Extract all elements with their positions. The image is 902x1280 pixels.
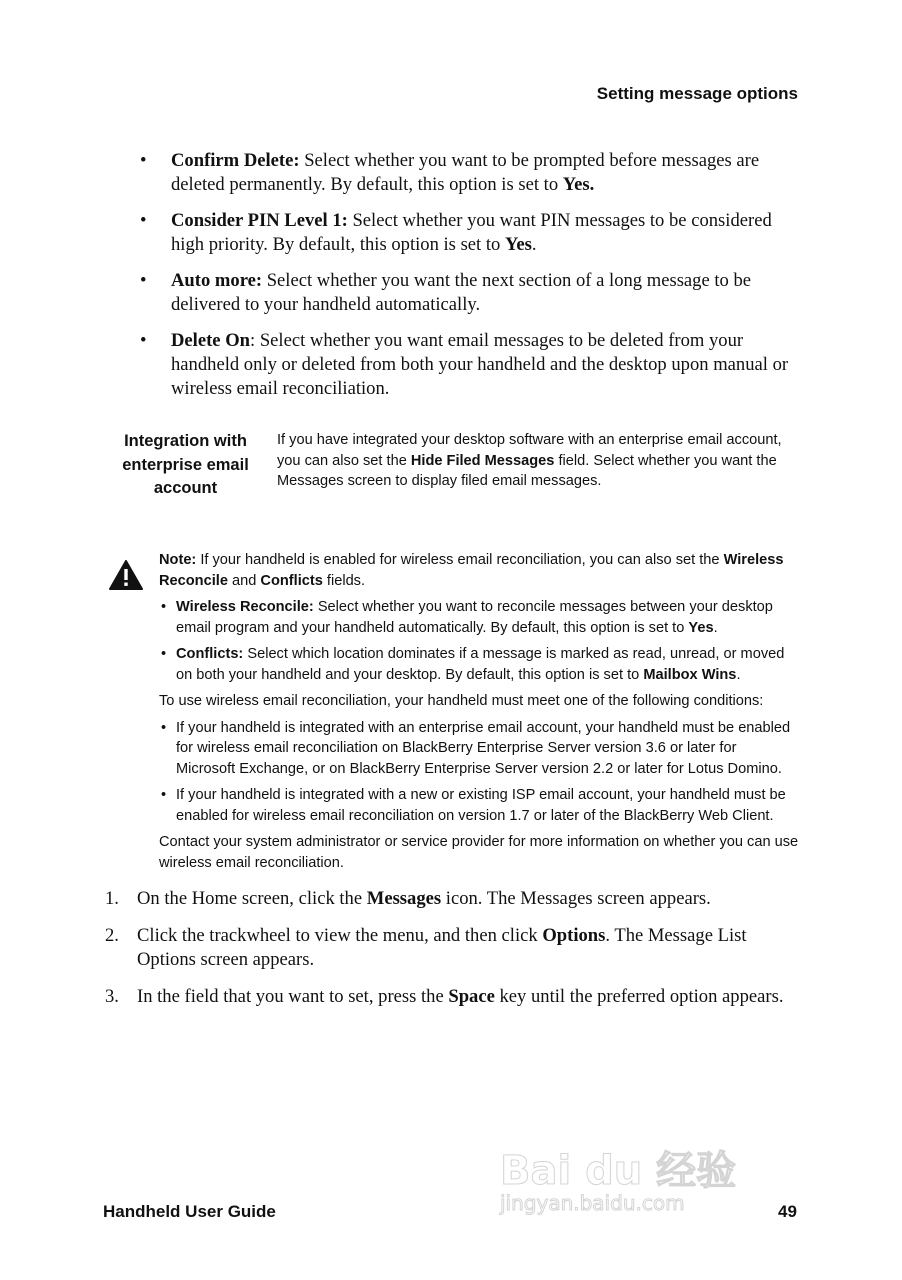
sidebar-text <box>277 430 807 492</box>
tail: . <box>736 666 741 683</box>
desc: : Select whether you want email messages to be deleted from your handheld only or deleted from both your handheld and the desktop upon manual or wireless email reconciliation. <box>171 330 789 399</box>
ui-term: Messages <box>366 888 442 909</box>
condition-bullet <box>159 785 799 826</box>
step-number: 1. <box>105 888 119 909</box>
term: Auto more: <box>171 270 263 291</box>
bullet-dot: • <box>140 150 147 171</box>
text: In the field that you want to set, press the <box>137 986 449 1007</box>
bullet-dot: • <box>140 270 147 291</box>
step-number: 3. <box>105 986 119 1007</box>
watermark-url: jingyan.baidu.com <box>500 1191 685 1215</box>
value: Yes <box>688 619 714 636</box>
desc: Select which location dominates if a message is marked as read, unread, or moved on both your handheld and your desktop. By default, this option is set to <box>176 646 785 683</box>
step-item <box>105 887 805 911</box>
text: key until the preferred option appears. <box>494 986 784 1007</box>
term: Consider PIN Level 1: <box>171 210 348 231</box>
steps-list <box>105 887 805 1009</box>
ui-term: Options <box>542 925 606 946</box>
text: field. Select whether you want the Messages screen to display filed email messages. <box>277 452 777 489</box>
tail: . <box>531 234 537 255</box>
conditions-intro: To use wireless email reconciliation, your handheld must meet one of the following conditions: <box>159 693 764 709</box>
text: fields. <box>322 572 366 589</box>
term: Wireless Reconcile: <box>176 599 314 615</box>
text: If your handheld is enabled for wireless email reconciliation, you can also set the <box>196 552 724 568</box>
bullet-item <box>140 149 800 197</box>
field-name: Wireless Reconcile <box>159 552 784 589</box>
footer-title: Handheld User Guide <box>103 1202 276 1221</box>
desc: Select whether you want the next section of a long message to be delivered to your handheld automatically. <box>171 270 752 315</box>
bullet-item <box>140 329 800 401</box>
tail: . <box>713 619 718 636</box>
value: Mailbox Wins <box>643 666 737 683</box>
term: Conflicts: <box>176 646 244 662</box>
text: Click the trackwheel to view the menu, and then click <box>137 925 543 946</box>
bullet-dot: • <box>161 599 167 615</box>
bullet-item <box>140 209 800 257</box>
lower-section <box>0 550 902 1022</box>
page-number: 49 <box>778 1202 797 1221</box>
text: and <box>227 572 261 589</box>
text: . The Message List Options screen appears. <box>137 925 747 970</box>
baidu-watermark <box>500 1150 736 1214</box>
note-box <box>159 550 799 873</box>
step-item <box>105 985 805 1009</box>
contact-text: Contact your system administrator or service provider for more information on whether you can use wireless email reconciliation. <box>159 834 799 871</box>
watermark-brand: Bai du 经验 <box>500 1148 737 1194</box>
running-header: Setting message options <box>596 84 798 103</box>
condition-text: If your handheld is integrated with an enterprise email account, your handheld must be enabled for wireless email reconciliation on BlackBerry Enterprise Server version 3.6 or later for Microsoft Exchange, or on BlackBerry Enterprise Server version 2.2 or later for Lotus Domino. <box>176 719 791 777</box>
bullet-dot: • <box>161 787 167 803</box>
desc: Select whether you want PIN messages to be considered high priority. By default, this option is set to <box>171 210 772 255</box>
bullet-dot: • <box>161 719 167 736</box>
text: icon. The Messages screen appears. <box>441 888 711 909</box>
term: Confirm Delete: <box>171 150 300 171</box>
note-bullet <box>159 597 799 638</box>
value: Yes <box>504 234 532 255</box>
bullet-dot: • <box>140 330 147 351</box>
note-intro <box>159 550 799 591</box>
text: If you have integrated your desktop software with an enterprise email account, you can also set the <box>277 432 782 469</box>
desc: Select whether you want to reconcile messages between your desktop email program and your handheld automatically. By default, this option is set to <box>176 599 773 636</box>
value: Yes. <box>562 174 595 195</box>
condition-bullet <box>159 718 799 780</box>
bullet-dot: • <box>140 210 147 231</box>
step-item <box>105 924 805 972</box>
ui-term: Space <box>448 986 495 1007</box>
text: On the Home screen, click the <box>137 888 367 909</box>
note-label: Note: <box>159 552 197 568</box>
desc: Select whether you want to be prompted before messages are deleted permanently. By default, this option is set to <box>171 150 760 195</box>
bullet-item <box>140 269 800 317</box>
option-bullets <box>140 149 800 413</box>
term: Delete On <box>171 330 250 351</box>
field-name: Hide Filed Messages <box>410 452 555 469</box>
bullet-dot: • <box>161 646 167 662</box>
sidebar-heading: Integration with enterprise email account <box>122 432 249 497</box>
note-bullet <box>159 644 799 685</box>
condition-text: If your handheld is integrated with a new or existing ISP email account, your handheld must be enabled for wireless email reconciliation on version 1.7 or later of the BlackBerry Web Client. <box>176 787 786 824</box>
step-number: 2. <box>105 925 119 946</box>
field-name: Conflicts <box>260 572 323 589</box>
